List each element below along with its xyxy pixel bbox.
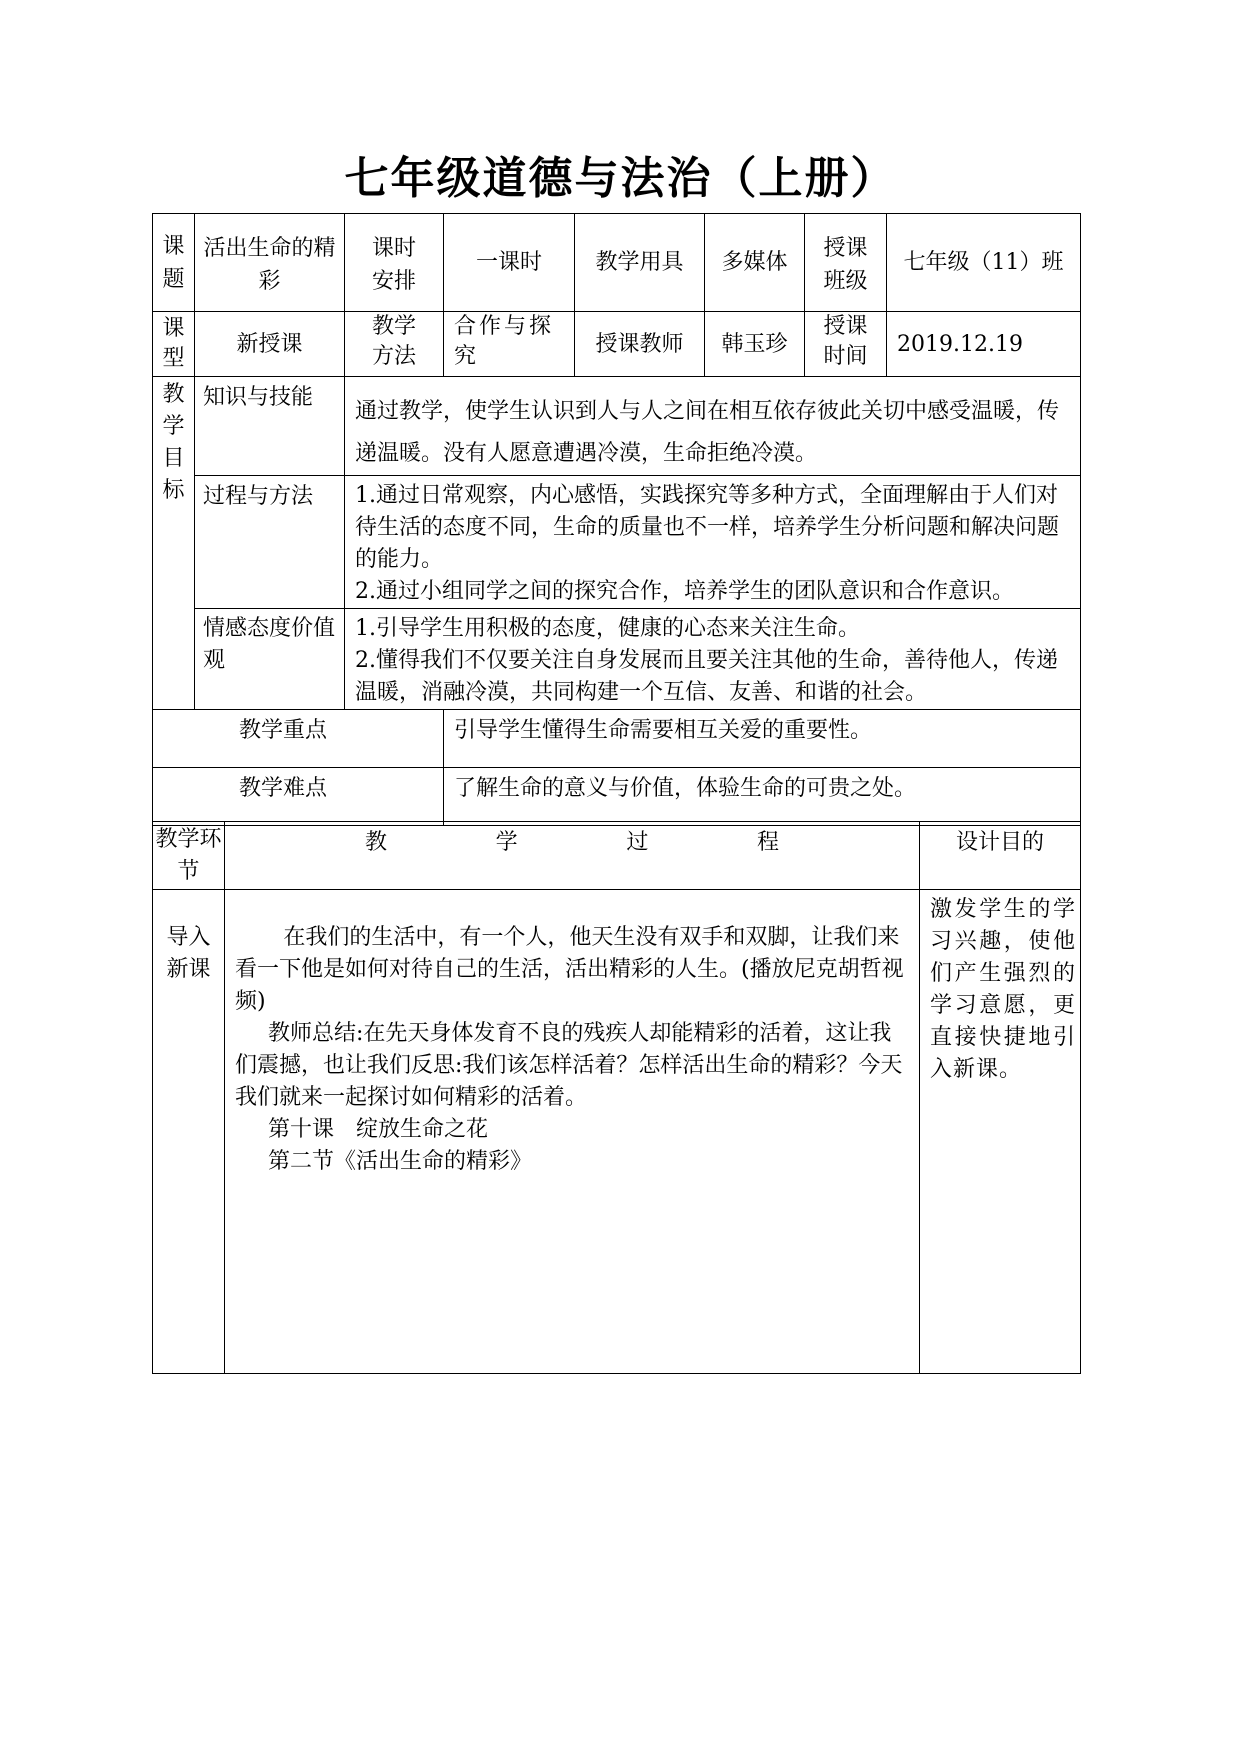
method-value: 合作与探究 (444, 312, 575, 377)
purpose-text: 激发学生的学习兴趣，使他们产生强烈的学习意愿，更直接快捷地引入新课。 (920, 890, 1081, 1374)
knowledge-label: 知识与技能 (195, 377, 345, 476)
emotion-item-2: 2.懂得我们不仅要关注自身发展而且要关注其他的生命，善待他人，传递温暖，消融冷漠，共同构建一个互信、友善、和谐的社会。 (355, 648, 1058, 705)
process-body (225, 890, 920, 1374)
topic-label-cell (153, 214, 195, 312)
process-paragraph-1: 在我们的生活中，有一个人，他天生没有双手和双脚，让我们来看一下他是如何对待自己的生活，活出精彩的人生。(播放尼克胡哲视频) (235, 925, 904, 1014)
teacher-label: 授课教师 (575, 312, 705, 377)
lesson-info-table (152, 213, 1081, 826)
time-value: 2019.12.19 (887, 312, 1081, 377)
process-header (225, 822, 920, 890)
tools-label: 教学用具 (575, 214, 705, 312)
tools-value: 多媒体 (705, 214, 805, 312)
process-method-label: 过程与方法 (195, 476, 345, 609)
key-point-text: 引导学生懂得生命需要相互关爱的重要性。 (444, 710, 1081, 768)
knowledge-text: 通过教学，使学生认识到人与人之间在相互依存彼此关切中感受温暖，传递温暖。没有人愿意遭遇冷漠，生命拒绝冷漠。 (345, 377, 1081, 476)
stage-intro: 导入新课 (153, 890, 225, 1374)
hours-value: 一课时 (444, 214, 575, 312)
process-header-char-4: 程 (756, 830, 779, 855)
topic-label: 课题 (162, 233, 185, 292)
process-header-char-3: 过 (626, 830, 649, 855)
page-title: 七年级道德与法治（上册） (344, 153, 897, 204)
topic-value: 活出生命的精彩 (195, 214, 345, 312)
type-label-cell (153, 312, 195, 377)
key-point-label: 教学重点 (153, 710, 444, 768)
time-label: 授课时间 (805, 312, 887, 377)
method-label: 教学方法 (345, 312, 444, 377)
purpose-header: 设计目的 (920, 822, 1081, 890)
process-paragraph-2: 教师总结:在先天身体发育不良的残疾人却能精彩的活着，这让我们震撼，也让我们反思:我们该怎样活着？怎样活出生命的精彩？今天我们就来一起探讨如何精彩的活着。 (235, 1021, 903, 1110)
difficult-point-label: 教学难点 (153, 768, 444, 826)
process-method-item-2: 2.通过小组同学之间的探究合作，培养学生的团队意识和合作意识。 (355, 579, 1014, 604)
teacher-value: 韩玉珍 (705, 312, 805, 377)
type-value: 新授课 (195, 312, 345, 377)
process-header-char-1: 教 (365, 830, 388, 855)
process-method-item-1: 1.通过日常观察，内心感悟，实践探究等多种方式，全面理解由于人们对待生活的态度不同，生命的质量也不一样，培养学生分析问题和解决问题的能力。 (355, 483, 1060, 572)
difficult-point-text: 了解生命的意义与价值，体验生命的可贵之处。 (444, 768, 1081, 826)
emotion-label: 情感态度价值观 (195, 609, 345, 710)
hours-label: 课时安排 (345, 214, 444, 312)
process-header-char-2: 学 (495, 830, 518, 855)
class-label: 授课班级 (805, 214, 887, 312)
type-label: 课型 (162, 316, 185, 371)
teaching-process-table (152, 821, 1081, 1374)
emotion-item-1: 1.引导学生用积极的态度，健康的心态来关注生命。 (355, 616, 860, 641)
lesson-section: 第二节《活出生命的精彩》 (268, 1149, 533, 1174)
class-value: 七年级（11）班 (887, 214, 1081, 312)
objectives-label-cell (153, 377, 195, 710)
stage-header: 教学环节 (153, 822, 225, 890)
objectives-label: 教学目标 (162, 382, 185, 503)
process-method-cell (345, 476, 1081, 609)
lesson-chapter: 第十课 绽放生命之花 (268, 1117, 489, 1142)
emotion-cell (345, 609, 1081, 710)
